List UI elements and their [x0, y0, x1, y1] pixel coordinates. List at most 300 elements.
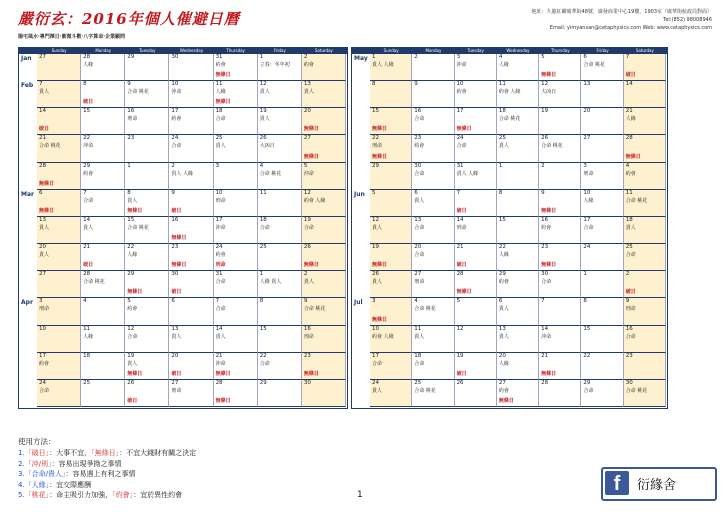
- day-cell[interactable]: [125, 244, 169, 271]
- day-annotation: 約會: [215, 252, 226, 259]
- day-cell[interactable]: [81, 190, 125, 217]
- day-cell[interactable]: [37, 163, 81, 190]
- day-cell[interactable]: [37, 298, 81, 325]
- legend-t1: ：容易遇上有利之事情: [65, 470, 136, 478]
- day-number: 27: [39, 54, 46, 60]
- day-cell[interactable]: [125, 81, 169, 108]
- day-cell[interactable]: [370, 271, 412, 298]
- day-number: 10: [456, 81, 464, 88]
- day-number: 4: [498, 54, 503, 60]
- day-cell[interactable]: [412, 326, 454, 353]
- day-cell[interactable]: [455, 54, 497, 81]
- day-number: 13: [498, 325, 506, 332]
- day-cell[interactable]: [624, 326, 666, 353]
- day-cell[interactable]: [37, 380, 81, 407]
- day-cell[interactable]: [624, 163, 666, 190]
- day-cell[interactable]: [258, 326, 302, 353]
- day-cell[interactable]: [169, 54, 213, 81]
- legend-q1: 「人緣」: [24, 480, 50, 489]
- day-number: 24: [456, 135, 464, 142]
- day-cell[interactable]: [539, 81, 581, 108]
- day-annotation: 人緣: [583, 197, 594, 204]
- day-number: 8: [259, 298, 264, 305]
- weekday-label: Wednesday: [179, 48, 204, 53]
- day-number: 25: [498, 135, 506, 142]
- day-cell[interactable]: [169, 380, 213, 407]
- day-number: 5: [541, 54, 545, 60]
- day-cell[interactable]: [214, 244, 258, 271]
- day-cell[interactable]: [370, 380, 412, 407]
- day-number: 17: [372, 352, 379, 359]
- day-number: 25: [215, 135, 223, 142]
- day-annotation: 合命 桃花: [303, 306, 326, 313]
- day-annotation: 人緣: [127, 252, 138, 259]
- day-cell[interactable]: [581, 380, 623, 407]
- day-annotation: 沖命: [171, 89, 182, 96]
- day-number: 15: [127, 216, 135, 223]
- legend-num: 1.: [18, 449, 25, 457]
- day-annotation: 合命: [215, 279, 226, 286]
- day-cell[interactable]: [539, 244, 581, 271]
- day-cell[interactable]: [169, 271, 213, 298]
- day-cell[interactable]: [169, 81, 213, 108]
- day-cell[interactable]: [169, 217, 213, 244]
- day-cell[interactable]: [258, 298, 302, 325]
- day-cell[interactable]: [412, 298, 454, 325]
- day-cell[interactable]: [81, 326, 125, 353]
- day-number: 9: [625, 298, 630, 305]
- day-number: 23: [625, 352, 633, 359]
- day-cell[interactable]: [169, 135, 213, 162]
- day-number: 13: [414, 216, 422, 223]
- day-cell[interactable]: [302, 163, 346, 190]
- day-cell[interactable]: [258, 54, 302, 81]
- day-cell[interactable]: [81, 81, 125, 108]
- day-cell[interactable]: [37, 353, 81, 380]
- day-cell[interactable]: [581, 163, 623, 190]
- day-cell[interactable]: [539, 271, 581, 298]
- day-cell[interactable]: [258, 217, 302, 244]
- day-cell[interactable]: [81, 217, 125, 244]
- day-cell[interactable]: [370, 54, 412, 81]
- day-annotation: 合命: [39, 387, 50, 394]
- day-cell[interactable]: [169, 326, 213, 353]
- day-cell[interactable]: [125, 135, 169, 162]
- day-cell[interactable]: [258, 108, 302, 135]
- day-cell[interactable]: [370, 190, 412, 217]
- day-cell[interactable]: [539, 108, 581, 135]
- day-number: 5: [303, 162, 308, 169]
- legend-t1: ：命主吸引力加強，: [49, 491, 113, 499]
- day-annotation: 貴人: [127, 197, 138, 204]
- day-number: 12: [303, 189, 311, 196]
- day-cell[interactable]: [497, 81, 539, 108]
- day-number: 20: [414, 244, 422, 251]
- day-number: 8: [372, 81, 376, 88]
- contact-tel: Tel:(852) 98008946: [663, 17, 712, 24]
- legend-q2: 「無條日」: [91, 449, 120, 457]
- day-cell[interactable]: [581, 108, 623, 135]
- day-cell[interactable]: [624, 135, 666, 162]
- day-warning: 無條日: [541, 72, 557, 79]
- day-cell[interactable]: [455, 81, 497, 108]
- day-cell[interactable]: [37, 81, 81, 108]
- day-cell[interactable]: [624, 380, 666, 407]
- day-cell[interactable]: [539, 54, 581, 81]
- day-annotation: 約會 人緣: [303, 197, 326, 204]
- day-cell[interactable]: [169, 353, 213, 380]
- day-number: 2: [303, 271, 308, 278]
- day-cell[interactable]: [412, 380, 454, 407]
- legend-q1: 「桃花」: [24, 491, 50, 499]
- day-cell[interactable]: [412, 353, 454, 380]
- day-cell[interactable]: [581, 217, 623, 244]
- day-cell[interactable]: [37, 108, 81, 135]
- day-annotation: 大凶日: [541, 89, 557, 96]
- legend-q1: 「沖/刑」: [24, 459, 52, 468]
- day-cell[interactable]: [497, 326, 539, 353]
- day-cell[interactable]: [302, 244, 346, 271]
- legend-num: 4.: [18, 480, 25, 489]
- day-cell[interactable]: [455, 326, 497, 353]
- day-cell[interactable]: [125, 353, 169, 380]
- day-cell[interactable]: [455, 271, 497, 298]
- day-number: 27: [583, 135, 591, 142]
- day-cell[interactable]: [581, 135, 623, 162]
- day-cell[interactable]: [81, 380, 125, 407]
- day-warning: 破日: [625, 289, 636, 296]
- day-cell[interactable]: [581, 190, 623, 217]
- day-cell[interactable]: [302, 353, 346, 380]
- day-warning: 無條日: [372, 153, 388, 160]
- day-number: 19: [303, 216, 311, 223]
- day-number: 16: [127, 108, 135, 115]
- day-annotation: 貴人: [303, 279, 314, 286]
- day-cell[interactable]: [81, 353, 125, 380]
- day-number: 15: [583, 325, 591, 332]
- day-cell[interactable]: [497, 54, 539, 81]
- facebook-badge[interactable]: [601, 467, 717, 501]
- day-cell[interactable]: [125, 54, 169, 81]
- day-cell[interactable]: [169, 298, 213, 325]
- day-number: 21: [215, 352, 223, 359]
- day-cell[interactable]: [497, 108, 539, 135]
- day-cell[interactable]: [258, 163, 302, 190]
- day-annotation: 貴人 人緣: [372, 62, 394, 68]
- day-cell[interactable]: [412, 54, 454, 81]
- day-cell[interactable]: [370, 108, 412, 135]
- day-cell[interactable]: [624, 54, 666, 81]
- day-cell[interactable]: [581, 54, 623, 81]
- day-cell[interactable]: [581, 353, 623, 380]
- day-cell[interactable]: [455, 353, 497, 380]
- day-cell[interactable]: [214, 163, 258, 190]
- day-cell[interactable]: [37, 135, 81, 162]
- day-cell[interactable]: [624, 244, 666, 271]
- day-number: 29: [127, 54, 135, 60]
- day-cell[interactable]: [455, 190, 497, 217]
- weekday-label: Friday: [273, 48, 286, 53]
- day-cell[interactable]: [455, 217, 497, 244]
- day-warning: 無條日: [372, 126, 388, 133]
- day-cell[interactable]: [258, 81, 302, 108]
- day-cell[interactable]: [81, 244, 125, 271]
- day-cell[interactable]: [125, 271, 169, 298]
- day-cell[interactable]: [624, 190, 666, 217]
- day-annotation: 貴人: [414, 197, 425, 204]
- day-cell[interactable]: [258, 271, 302, 298]
- day-cell[interactable]: [581, 326, 623, 353]
- day-number: 22: [583, 352, 591, 359]
- day-cell[interactable]: [539, 217, 581, 244]
- day-cell[interactable]: [455, 135, 497, 162]
- day-cell[interactable]: [37, 217, 81, 244]
- day-cell[interactable]: [302, 81, 346, 108]
- day-cell[interactable]: [214, 217, 258, 244]
- day-cell[interactable]: [370, 353, 412, 380]
- day-cell[interactable]: [302, 217, 346, 244]
- day-annotation: 貴人: [414, 333, 425, 340]
- day-annotation: 沖命: [456, 62, 467, 68]
- day-cell[interactable]: [37, 54, 81, 81]
- day-number: 12: [127, 325, 135, 332]
- day-number: 16: [171, 216, 179, 223]
- day-number: 30: [171, 54, 179, 60]
- day-cell[interactable]: [302, 135, 346, 162]
- day-cell[interactable]: [539, 298, 581, 325]
- day-warning: 破日: [171, 207, 182, 214]
- day-annotation: 貴人: [259, 116, 270, 123]
- day-cell[interactable]: [455, 298, 497, 325]
- day-cell[interactable]: [624, 353, 666, 380]
- day-cell[interactable]: [455, 163, 497, 190]
- day-warning: 破日: [456, 262, 467, 269]
- day-cell[interactable]: [125, 298, 169, 325]
- day-number: 16: [625, 325, 633, 332]
- day-annotation: 貴人: [303, 89, 314, 96]
- day-cell[interactable]: [37, 190, 81, 217]
- day-annotation: 合命: [456, 143, 467, 150]
- day-cell[interactable]: [258, 135, 302, 162]
- day-cell[interactable]: [258, 190, 302, 217]
- day-cell[interactable]: [125, 163, 169, 190]
- day-cell[interactable]: [302, 271, 346, 298]
- day-number: 19: [259, 108, 267, 115]
- day-cell[interactable]: [539, 326, 581, 353]
- weekday-label: Sunday: [51, 48, 67, 53]
- day-annotation: 約會: [83, 170, 94, 177]
- day-cell[interactable]: [302, 298, 346, 325]
- day-cell[interactable]: [125, 326, 169, 353]
- day-cell[interactable]: [81, 54, 125, 81]
- day-number: 28: [215, 379, 223, 386]
- day-annotation: 貴人: [372, 224, 383, 231]
- day-annotation: 合命 桃花: [259, 170, 282, 177]
- day-number: 30: [171, 271, 179, 278]
- day-number: 26: [372, 271, 379, 278]
- day-cell[interactable]: [125, 190, 169, 217]
- day-cell[interactable]: [214, 298, 258, 325]
- day-cell[interactable]: [214, 81, 258, 108]
- day-cell[interactable]: [497, 271, 539, 298]
- day-number: 13: [39, 216, 46, 223]
- day-cell[interactable]: [169, 190, 213, 217]
- day-number: 11: [259, 189, 267, 196]
- day-cell[interactable]: [581, 271, 623, 298]
- day-cell[interactable]: [497, 298, 539, 325]
- day-cell[interactable]: [412, 108, 454, 135]
- day-cell[interactable]: [412, 217, 454, 244]
- day-cell[interactable]: [37, 244, 81, 271]
- contact-email: Email: yimyansan@cetaphysics.com Web: www.cetaphysics.com: [549, 25, 712, 32]
- day-cell[interactable]: [37, 326, 81, 353]
- day-cell[interactable]: [624, 271, 666, 298]
- day-number: 14: [456, 216, 464, 223]
- day-cell[interactable]: [214, 108, 258, 135]
- day-number: 15: [372, 108, 379, 115]
- day-warning: 刑命: [215, 262, 226, 269]
- day-cell[interactable]: [497, 353, 539, 380]
- day-cell[interactable]: [539, 380, 581, 407]
- day-number: 19: [456, 352, 464, 359]
- day-warning: 無條日: [215, 370, 231, 377]
- day-cell[interactable]: [214, 135, 258, 162]
- day-cell[interactable]: [497, 163, 539, 190]
- month-label: May: [354, 55, 368, 62]
- day-cell[interactable]: [302, 54, 346, 81]
- day-cell[interactable]: [412, 271, 454, 298]
- day-cell[interactable]: [214, 190, 258, 217]
- day-cell[interactable]: [258, 380, 302, 407]
- legend-item: [18, 448, 196, 459]
- day-number: 21: [39, 135, 46, 142]
- day-annotation: 合命: [303, 224, 314, 231]
- day-number: 18: [414, 352, 422, 359]
- day-annotation: 貴人: [39, 224, 50, 231]
- day-cell[interactable]: [169, 108, 213, 135]
- day-number: 25: [259, 244, 267, 251]
- day-cell[interactable]: [370, 135, 412, 162]
- day-cell[interactable]: [214, 380, 258, 407]
- day-cell[interactable]: [169, 244, 213, 271]
- day-cell[interactable]: [412, 244, 454, 271]
- day-cell[interactable]: [497, 244, 539, 271]
- day-cell[interactable]: [370, 163, 412, 190]
- day-warning: 無條日: [215, 397, 231, 404]
- day-cell[interactable]: [302, 190, 346, 217]
- day-cell[interactable]: [81, 298, 125, 325]
- day-annotation: 人緣: [215, 89, 226, 96]
- day-annotation: 刑命: [215, 197, 226, 204]
- day-annotation: 合命: [583, 387, 594, 394]
- day-number: 25: [625, 244, 633, 251]
- day-cell[interactable]: [37, 271, 81, 298]
- day-cell[interactable]: [125, 108, 169, 135]
- day-cell[interactable]: [370, 217, 412, 244]
- day-cell[interactable]: [214, 271, 258, 298]
- day-cell[interactable]: [539, 353, 581, 380]
- day-warning: 無條日: [456, 289, 472, 296]
- day-cell[interactable]: [581, 244, 623, 271]
- day-number: 8: [498, 189, 503, 196]
- day-number: 29: [498, 271, 506, 278]
- day-cell[interactable]: [539, 190, 581, 217]
- day-annotation: 合命 桃花: [541, 143, 563, 150]
- month-label: Jun: [354, 190, 365, 198]
- day-annotation: 人緣: [498, 62, 509, 68]
- day-number: 6: [171, 298, 175, 305]
- day-cell[interactable]: [302, 380, 346, 407]
- day-annotation: 刑命: [127, 116, 138, 123]
- day-number: 1: [498, 162, 503, 169]
- day-cell[interactable]: [412, 135, 454, 162]
- day-cell[interactable]: [214, 353, 258, 380]
- day-cell[interactable]: [455, 380, 497, 407]
- day-cell[interactable]: [539, 135, 581, 162]
- day-cell[interactable]: [81, 163, 125, 190]
- day-cell[interactable]: [258, 353, 302, 380]
- day-cell[interactable]: [81, 108, 125, 135]
- day-number: 18: [498, 108, 506, 115]
- day-cell[interactable]: [302, 108, 346, 135]
- day-number: 2: [625, 271, 630, 278]
- day-cell[interactable]: [455, 244, 497, 271]
- day-cell[interactable]: [624, 108, 666, 135]
- day-cell[interactable]: [539, 163, 581, 190]
- day-cell[interactable]: [125, 217, 169, 244]
- day-cell[interactable]: [81, 271, 125, 298]
- day-cell[interactable]: [81, 135, 125, 162]
- day-annotation: 人緣 貴人: [259, 279, 282, 286]
- day-cell[interactable]: [370, 244, 412, 271]
- day-annotation: 約會: [414, 143, 425, 150]
- day-warning: 無條日: [498, 397, 514, 404]
- day-cell[interactable]: [370, 298, 412, 325]
- day-cell[interactable]: [370, 81, 412, 108]
- day-cell[interactable]: [497, 217, 539, 244]
- weekday-label: Saturday: [635, 48, 654, 53]
- day-cell[interactable]: [370, 326, 412, 353]
- day-cell[interactable]: [214, 326, 258, 353]
- day-number: 24: [171, 135, 179, 142]
- day-annotation: 合命: [414, 116, 425, 123]
- day-cell[interactable]: [412, 190, 454, 217]
- day-cell[interactable]: [581, 298, 623, 325]
- day-cell[interactable]: [125, 380, 169, 407]
- day-cell[interactable]: [497, 380, 539, 407]
- day-cell[interactable]: [624, 81, 666, 108]
- day-cell[interactable]: [497, 135, 539, 162]
- day-number: 17: [215, 216, 223, 223]
- day-cell[interactable]: [581, 81, 623, 108]
- day-cell[interactable]: [169, 163, 213, 190]
- day-cell[interactable]: [497, 190, 539, 217]
- day-cell[interactable]: [412, 81, 454, 108]
- day-cell[interactable]: [214, 54, 258, 81]
- day-cell[interactable]: [258, 244, 302, 271]
- day-cell[interactable]: [624, 217, 666, 244]
- day-number: 10: [215, 189, 223, 196]
- day-cell[interactable]: [412, 163, 454, 190]
- legend-item: [18, 490, 196, 501]
- day-cell[interactable]: [455, 108, 497, 135]
- legend-item: [18, 469, 196, 480]
- day-cell[interactable]: [302, 326, 346, 353]
- day-number: 7: [39, 81, 43, 88]
- day-warning: 無條日: [456, 126, 472, 133]
- day-cell[interactable]: [624, 298, 666, 325]
- legend-t1: ：宜交際應酬: [49, 480, 92, 489]
